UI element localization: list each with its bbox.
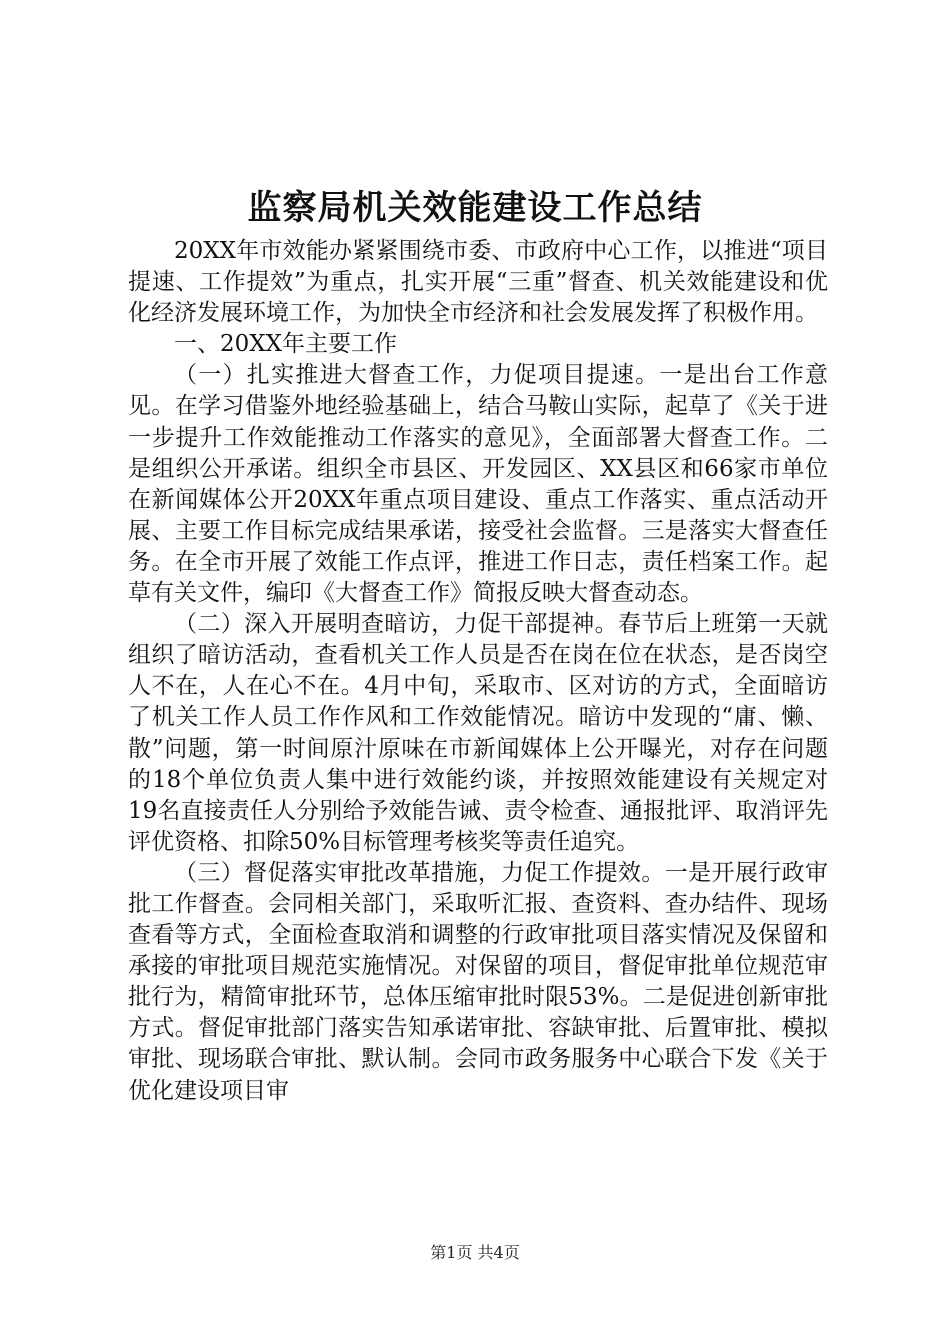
paragraph-inspection: （二）深入开展明查暗访，力促干部提神。春节后上班第一天就组织了暗访活动，查看机关工作人员是否在岗在位在状态，是否岗空人不在，人在心不在。4月中旬，采取市、区对访的方式，全面暗访了机关工作人员工作作风和工作效能情况。暗访中发现的“庸、懒、散”问题，第一时间原汁原味在市新闻媒体上公开曝光，对存在问题的18个单位负责人集中进行效能约谈，并按照效能建设有关规定对19名直接责任人分别给予效能告诫、责令检查、通报批评、取消评先评优资格、扣除50%目标管理考核奖等责任追究。: [128, 611, 828, 855]
document-title: 监察局机关效能建设工作总结: [247, 188, 703, 228]
document-body: [128, 236, 828, 1107]
intro-paragraph: 20XX年市效能办紧紧围绕市委、市政府中心工作，以推进“项目提速、工作提效”为重点，扎实开展“三重”督查、机关效能建设和优化经济发展环境工作，为加快全市经济和社会发展发挥了积极作用。: [128, 238, 828, 327]
section-heading: 一、20XX年主要工作: [174, 331, 398, 358]
page-footer: 第1页 共4页: [430, 1243, 520, 1262]
paragraph-approval-reform: （三）督促落实审批改革措施，力促工作提效。一是开展行政审批工作督查。会同相关部门，采取听汇报、查资料、查办结件、现场查看等方式，全面检查取消和调整的行政审批项目落实情况及保留和承接的审批项目规范实施情况。对保留的项目，督促审批单位规范审批行为，精简审批环节，总体压缩审批时限53%。二是促进创新审批方式。督促审批部门落实告知承诺审批、容缺审批、后置审批、模拟审批、现场联合审批、默认制。会同市政务服务中心联合下发《关于优化建设项目审: [128, 859, 828, 1104]
paragraph-supervision: （一）扎实推进大督查工作，力促项目提速。一是出台工作意见。在学习借鉴外地经验基础上，结合马鞍山实际，起草了《关于进一步提升工作效能推动工作落实的意见》，全面部署大督查工作。二是组织公开承诺。组织全市县区、开发园区、XX县区和66家市单位在新闻媒体公开20XX年重点项目建设、重点工作落实、重点活动开展、主要工作目标完成结果承诺，接受社会监督。三是落实大督查任务。在全市开展了效能工作点评，推进工作日志，责任档案工作。起草有关文件，编印《大督查工作》简报反映大督查动态。: [128, 362, 828, 607]
